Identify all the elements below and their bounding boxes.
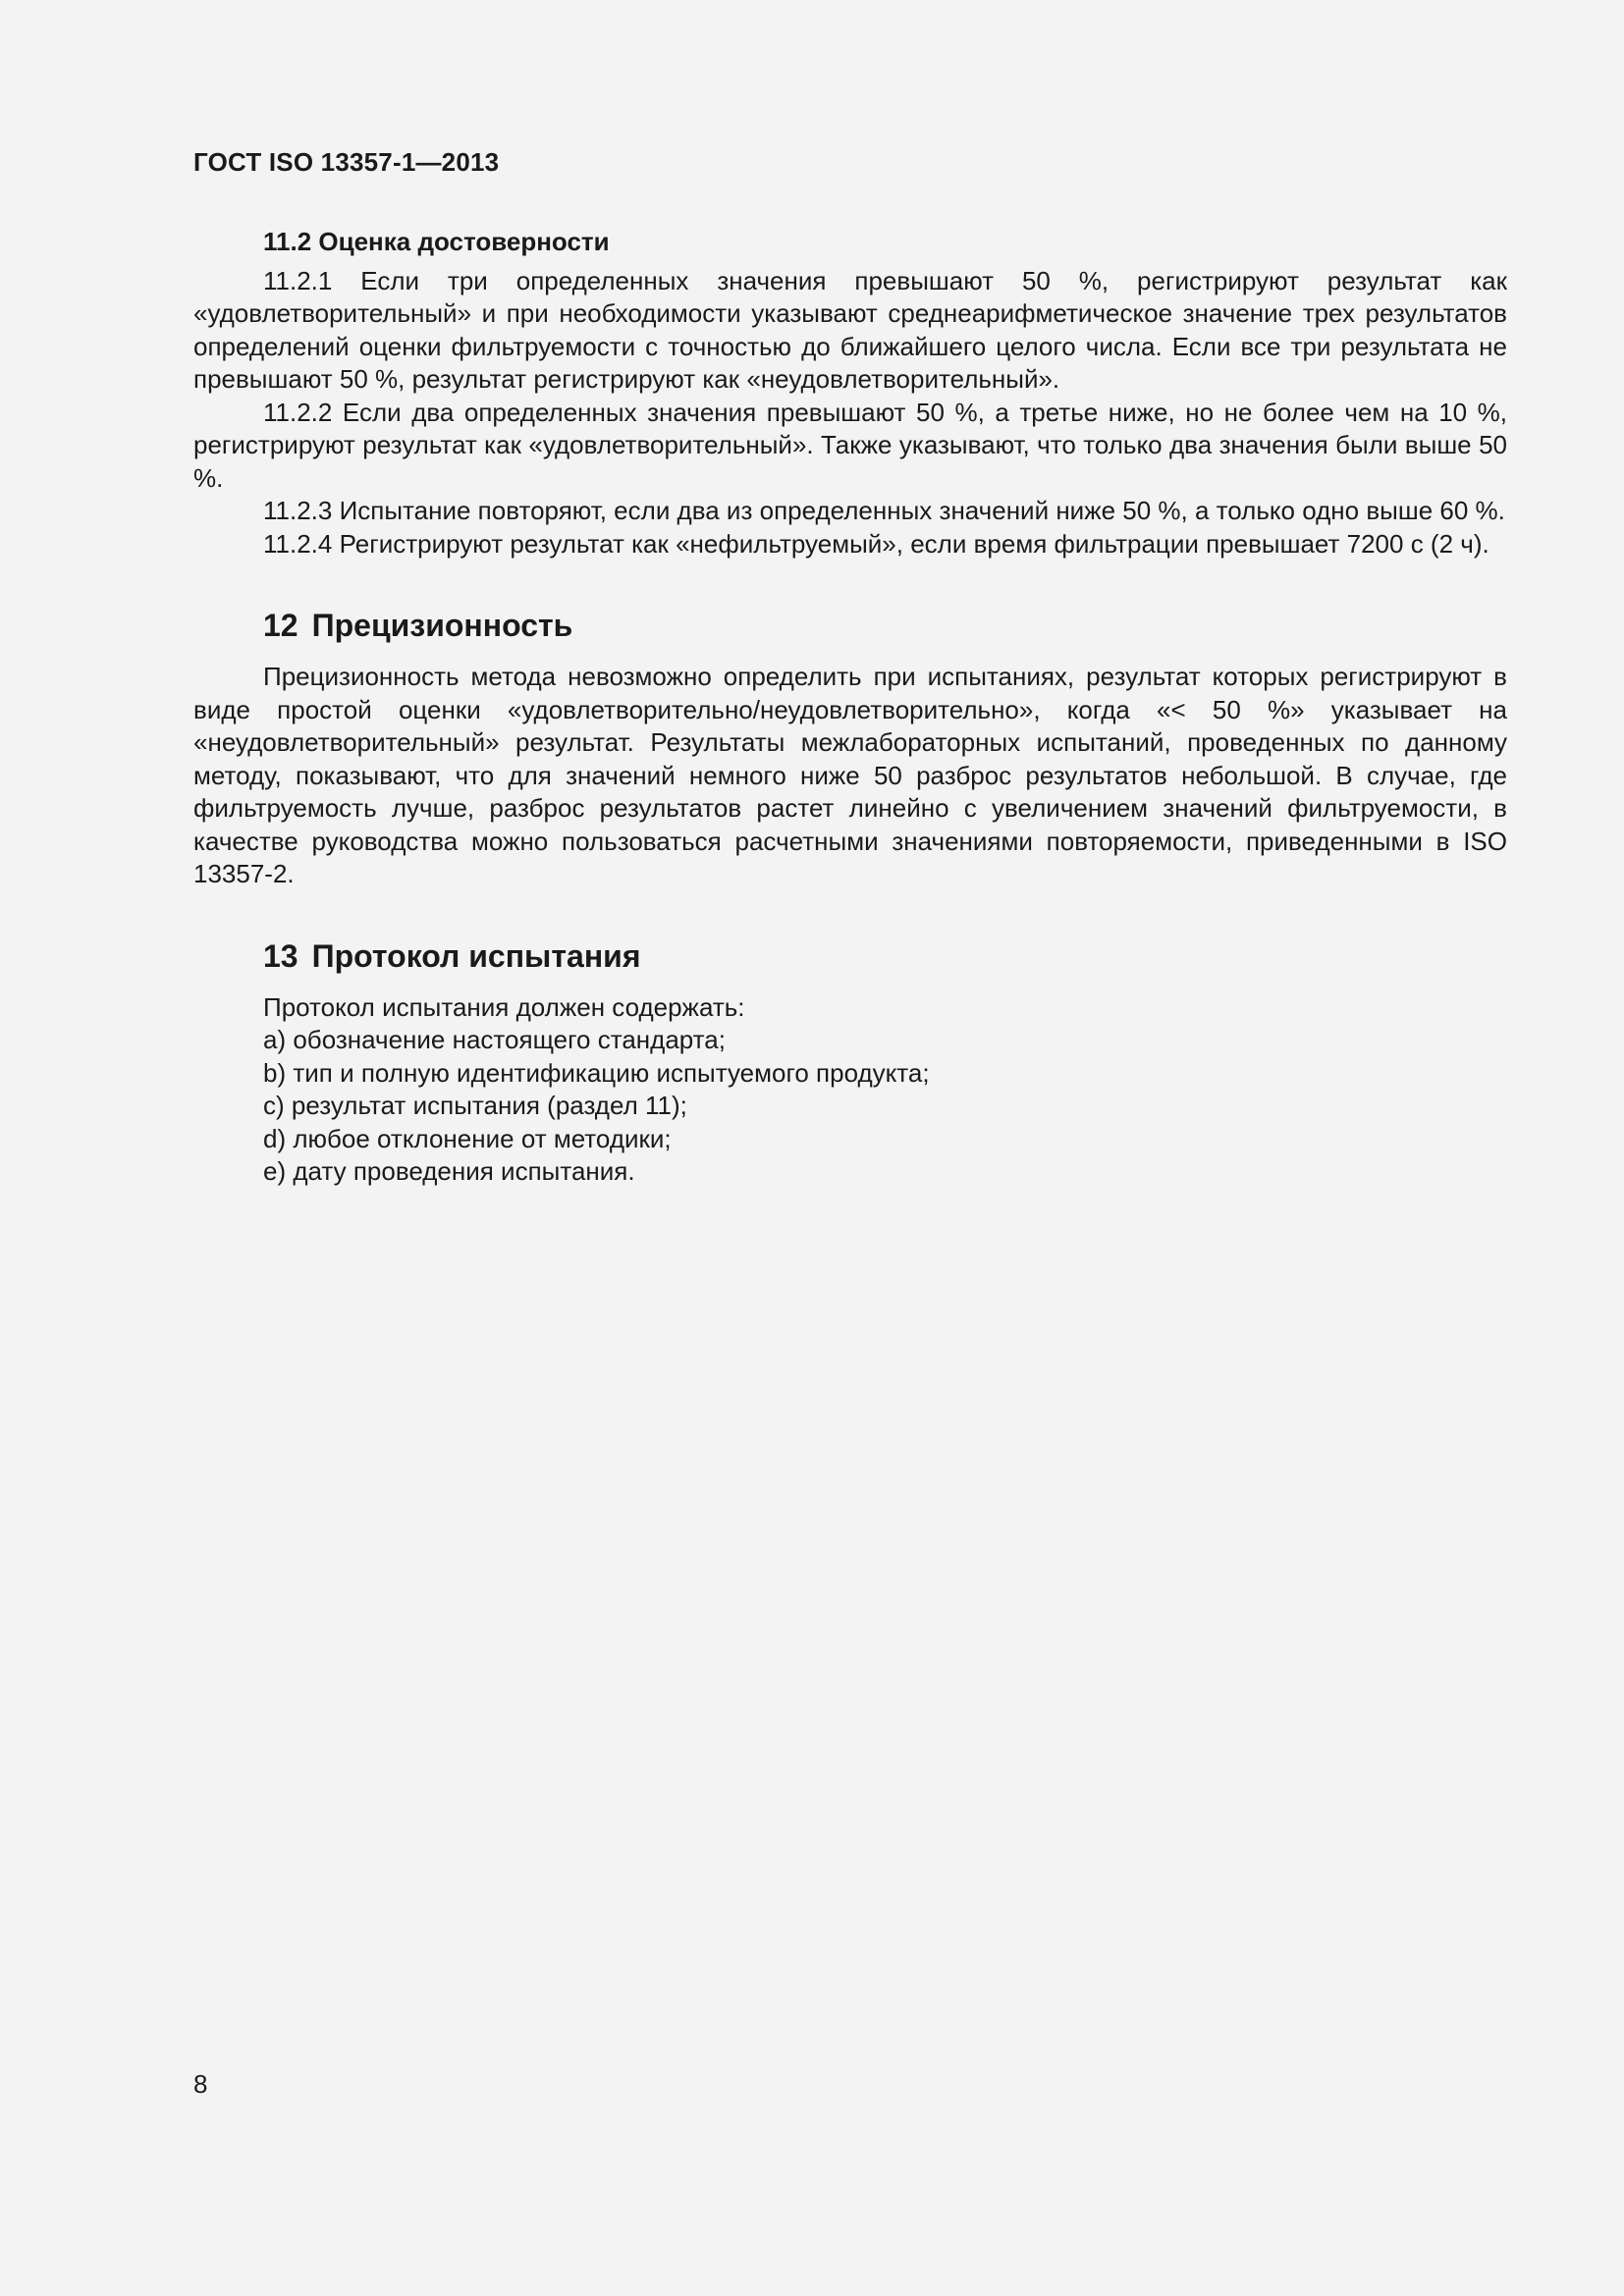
paragraph-11-2-4: 11.2.4 Регистрируют результат как «нефильтруемый», если время фильтрации превышает 7200 с (2 ч).: [263, 528, 1489, 559]
paragraph-11-2-2: 11.2.2 Если два определенных значения превышают 50 %, а третье ниже, но не более чем на 10 %, регистрируют результат как «удовлетворительный». Также указывают, что только два значения были выше 50 %.: [193, 397, 1507, 493]
list-item: b) тип и полную идентификацию испытуемого продукта;: [263, 1057, 930, 1088]
protocol-list: [193, 991, 1507, 1189]
list-item: a) обозначение настоящего стандарта;: [263, 1025, 726, 1054]
paragraph-11-2-1: 11.2.1 Если три определенных значения превышают 50 %, регистрируют результат как «удовлетворительный» и при необходимости указывают среднеарифметическое значение трех результатов определений оценки фильтруемости с точностью до ближайшего целого числа. Если все три результата не превышают 50 %, результат регистрируют как «неудовлетворительный».: [193, 265, 1507, 394]
section-number: 13: [263, 937, 298, 974]
section-heading-13: [193, 936, 1507, 976]
list-intro: Протокол испытания должен содержать:: [263, 991, 745, 1022]
subsection-heading-11-2: 11.2 Оценка достоверности: [263, 227, 610, 256]
list-item: e) дату проведения испытания.: [263, 1156, 635, 1186]
document-header: ГОСТ ISO 13357-1—2013: [193, 147, 500, 177]
page-number: 8: [193, 2069, 208, 2099]
section-heading-12: [193, 606, 1507, 645]
document-body: [193, 226, 1507, 1189]
section-title: Протокол испытания: [311, 937, 641, 974]
list-item: d) любое отклонение от методики;: [263, 1123, 672, 1153]
section-title: Прецизионность: [311, 608, 573, 643]
list-item: c) результат испытания (раздел 11);: [263, 1091, 687, 1120]
paragraph-12: Прецизионность метода невозможно определить при испытаниях, результат которых регистрируют в виде простой оценки «удовлетворительно/неудовлетворительно», когда «< 50 %» указывает на «неудовлетворительный» результат. Результаты межлабораторных испытаний, проведенных по данному методу, показывают, что для значений немного ниже 50 разброс результатов небольшой. В случае, где фильтруемость лучше, разброс результатов растет линейно с увеличением значений фильтруемости, в качестве руководства можно пользоваться расчетными значениями повторяемости, приведенными в ISO 13357-2.: [193, 662, 1507, 888]
paragraph-11-2-3: 11.2.3 Испытание повторяют, если два из определенных значений ниже 50 %, а только одно выше 60 %.: [263, 496, 1505, 525]
section-number: 12: [263, 608, 298, 643]
